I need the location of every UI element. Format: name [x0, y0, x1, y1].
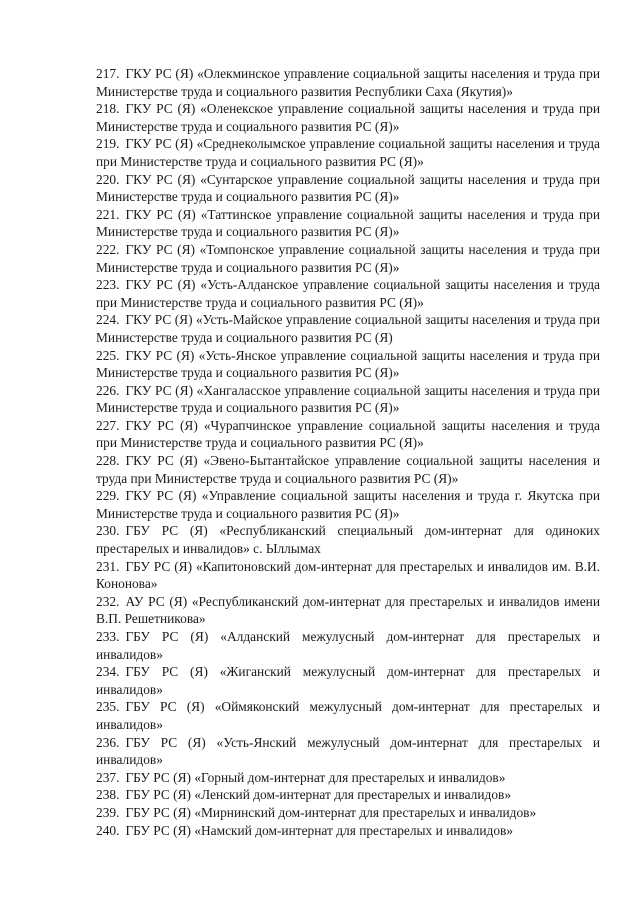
list-item [96, 65, 600, 100]
item-number: 219. [96, 136, 120, 152]
list-item [96, 822, 600, 840]
list-item [96, 804, 600, 822]
item-text: ГБУ РС (Я) «Республиканский специальный дом-интернат для одиноких престарелых и инвалидов» с. Ыллымах [96, 523, 600, 557]
item-number: 239. [96, 804, 120, 820]
item-text: ГКУ РС (Я) «Чурапчинское управление социальной защиты населения и труда при Министерстве труда и социального развития РС (Я)» [96, 417, 600, 451]
item-number: 220. [96, 171, 120, 187]
list-item [96, 558, 600, 593]
list-item [96, 241, 600, 276]
item-number: 231. [96, 558, 120, 574]
list-item [96, 206, 600, 241]
list-item [96, 276, 600, 311]
item-number: 221. [96, 206, 120, 222]
item-number: 227. [96, 417, 120, 433]
document-body [96, 65, 600, 839]
item-number: 235. [96, 699, 120, 715]
item-number: 234. [96, 664, 120, 680]
item-text: ГБУ РС (Я) «Ленский дом-интернат для престарелых и инвалидов» [125, 787, 512, 803]
item-text: ГКУ РС (Я) «Эвено-Бытантайское управление социальной защиты населения и труда при Министерстве труда и социального развития РС (Я)» [96, 453, 600, 486]
item-text: ГКУ РС (Я) «Управление социальной защиты населения и труда г. Якутска при Министерстве труда и социального развития РС (Я)» [96, 488, 600, 521]
item-number: 229. [96, 488, 120, 504]
list-item [96, 452, 600, 487]
item-text: ГБУ РС (Я) «Мирнинский дом-интернат для престарелых и инвалидов» [125, 804, 537, 820]
list-item [96, 663, 600, 698]
item-text: ГБУ РС (Я) «Усть-Янский межулусный дом-интернат для престарелых и инвалидов» [96, 734, 600, 768]
item-text: ГБУ РС (Я) «Капитоновский дом-интернат для престарелых и инвалидов им. В.И. Кононова» [96, 558, 600, 592]
item-number: 217. [96, 66, 120, 81]
item-text: ГБУ РС (Я) «Горный дом-интернат для престарелых и инвалидов» [125, 769, 506, 785]
item-text: ГКУ РС (Я) «Усть-Майское управление социальной защиты населения и труда при Министерстве труда и социального развития РС (Я) [96, 312, 600, 345]
list-item [96, 135, 600, 170]
list-item [96, 382, 600, 417]
item-number: 228. [96, 453, 120, 469]
list-item [96, 593, 600, 628]
item-text: ГКУ РС (Я) «Таттинское управление социальной защиты населения и труда при Министерстве труда и социального развития РС (Я)» [96, 206, 600, 240]
item-number: 230. [96, 523, 120, 539]
list-item [96, 311, 600, 346]
item-number: 236. [96, 734, 120, 750]
item-number: 226. [96, 382, 120, 398]
item-text: ГБУ РС (Я) «Оймяконский межулусный дом-интернат для престарелых и инвалидов» [96, 699, 600, 732]
item-text: ГБУ РС (Я) «Алданский межулусный дом-интернат для престарелых и инвалидов» [96, 629, 600, 662]
item-number: 224. [96, 312, 120, 328]
list-item [96, 347, 600, 382]
item-text: ГБУ РС (Я) «Намский дом-интернат для престарелых и инвалидов» [125, 822, 514, 838]
list-item [96, 628, 600, 663]
item-number: 233. [96, 629, 120, 644]
item-number: 237. [96, 769, 120, 785]
item-number: 218. [96, 101, 120, 117]
item-text: ГКУ РС (Я) «Сунтарское управление социальной защиты населения и труда при Министерстве труда и социального развития РС (Я)» [96, 171, 600, 205]
item-number: 240. [96, 822, 120, 838]
item-text: АУ РС (Я) «Республиканский дом-интернат для престарелых и инвалидов имени В.П. Решетникова» [96, 593, 600, 627]
item-number: 223. [96, 277, 120, 293]
item-text: ГКУ РС (Я) «Олекминское управление социальной защиты населения и труда при Министерстве труда и социального развития Республики Саха (Якутия)» [96, 66, 600, 99]
item-text: ГКУ РС (Я) «Среднеколымское управление социальной защиты населения и труда при Министерстве труда и социального развития РС (Я)» [96, 136, 600, 169]
list-item [96, 786, 600, 804]
list-item [96, 171, 600, 206]
item-text: ГБУ РС (Я) «Жиганский межулусный дом-интернат для престарелых и инвалидов» [96, 664, 600, 697]
list-item [96, 417, 600, 452]
item-text: ГКУ РС (Я) «Хангаласское управление социальной защиты населения и труда при Министерстве труда и социального развития РС (Я)» [96, 382, 600, 416]
item-number: 238. [96, 787, 120, 803]
item-number: 222. [96, 241, 120, 257]
list-item [96, 100, 600, 135]
list-item [96, 522, 600, 557]
item-number: 232. [96, 593, 120, 609]
item-text: ГКУ РС (Я) «Томпонское управление социальной защиты населения и труда при Министерстве труда и социального развития РС (Я)» [96, 241, 600, 275]
item-text: ГКУ РС (Я) «Оленекское управление социальной защиты населения и труда при Министерстве труда и социального развития РС (Я)» [96, 101, 600, 134]
item-number: 225. [96, 347, 120, 363]
item-text: ГКУ РС (Я) «Усть-Алданское управление социальной защиты населения и труда при Министерстве труда и социального развития РС (Я)» [96, 277, 600, 310]
list-item [96, 734, 600, 769]
item-text: ГКУ РС (Я) «Усть-Янское управление социальной защиты населения и труда при Министерстве труда и социального развития РС (Я)» [96, 347, 600, 381]
list-item [96, 769, 600, 787]
list-item [96, 698, 600, 733]
list-item [96, 487, 600, 522]
